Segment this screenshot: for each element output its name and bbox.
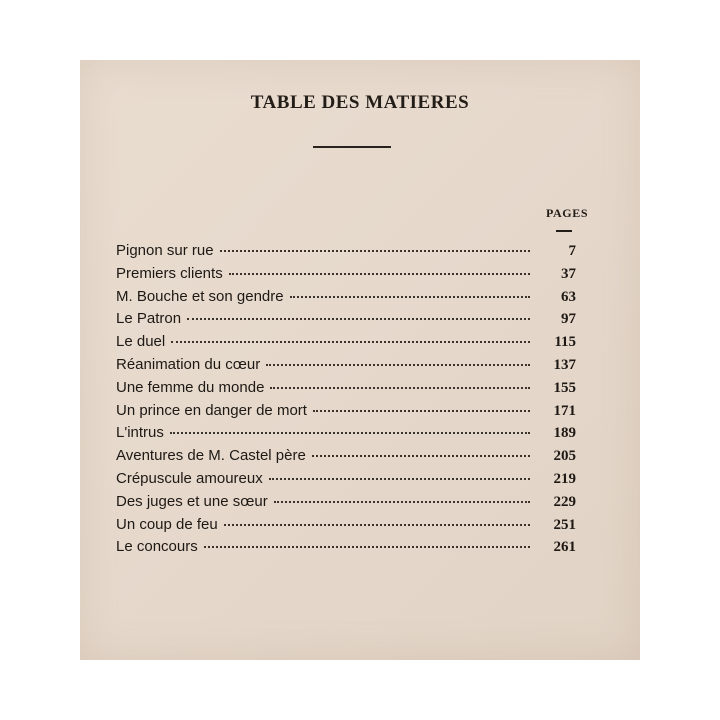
toc-entry-page: 63 — [561, 288, 576, 305]
dot-leader — [229, 273, 530, 275]
toc-entry-page: 229 — [553, 493, 576, 510]
dot-leader — [171, 341, 530, 343]
toc-entry — [116, 242, 576, 265]
toc-entry — [116, 447, 576, 470]
dot-leader — [274, 501, 530, 503]
dot-leader — [270, 387, 530, 389]
dot-leader — [204, 546, 530, 548]
toc-entry — [116, 493, 576, 516]
toc-entry-title: Pignon sur rue — [116, 242, 214, 259]
toc-entry-page: 189 — [553, 425, 576, 442]
toc-entry-title: M. Bouche et son gendre — [116, 287, 284, 305]
pages-column-header: PAGES — [546, 206, 589, 220]
toc-entry — [116, 265, 576, 288]
dot-leader — [290, 296, 530, 298]
toc-entry-title: Une femme du monde — [116, 378, 265, 396]
toc-entry-page: 171 — [553, 402, 576, 419]
toc-entry-page: 115 — [554, 334, 576, 351]
toc-entry-page: 251 — [553, 516, 576, 533]
toc-entry-page: 155 — [553, 379, 576, 396]
toc-entry-title: Un prince en danger de mort — [116, 401, 307, 419]
dot-leader — [266, 364, 530, 366]
toc-entry-title: Aventures de M. Castel père — [116, 447, 306, 465]
title-underline — [313, 146, 391, 148]
toc-entry — [116, 288, 576, 311]
toc-entry — [116, 356, 576, 379]
toc-entry-title: Le concours — [116, 538, 198, 556]
pages-header-dash — [556, 230, 572, 232]
toc-entry — [116, 402, 576, 425]
dot-leader — [220, 250, 530, 252]
toc-entry-title: Le duel — [116, 333, 166, 351]
book-page — [80, 60, 640, 660]
dot-leader — [312, 455, 530, 457]
toc-entry — [116, 516, 576, 539]
toc-entry-page: 261 — [553, 539, 576, 556]
dot-leader — [187, 318, 530, 320]
toc-entry-title: Un coup de feu — [116, 515, 218, 533]
toc-entry — [116, 379, 576, 402]
page-title: TABLE DES MATIERES — [250, 92, 470, 113]
dot-leader — [224, 524, 530, 526]
dot-leader — [313, 410, 530, 412]
dot-leader — [170, 432, 530, 434]
toc-entry-title: Premiers clients — [116, 264, 223, 282]
toc-entry-title: Des juges et une sœur — [116, 492, 268, 510]
toc-entry — [116, 333, 576, 356]
toc-entry-page: 7 — [568, 243, 576, 259]
toc-entry-page: 219 — [553, 470, 576, 487]
toc-entry — [116, 424, 576, 447]
toc-entry — [116, 538, 576, 561]
toc-entry-title: Réanimation du cœur — [116, 355, 261, 373]
toc-entry-title: Le Patron — [116, 310, 182, 328]
toc-entry-page: 97 — [561, 311, 576, 328]
toc-entry — [116, 310, 576, 333]
toc-entry-title: Crépuscule amoureux — [116, 469, 263, 487]
toc-entry-title: L'intrus — [116, 424, 164, 442]
toc-entry-page: 205 — [553, 448, 576, 465]
toc-entry-page: 137 — [553, 356, 576, 373]
dot-leader — [269, 478, 530, 480]
table-of-contents — [116, 242, 576, 561]
toc-entry-page: 37 — [561, 265, 576, 282]
toc-entry — [116, 470, 576, 493]
